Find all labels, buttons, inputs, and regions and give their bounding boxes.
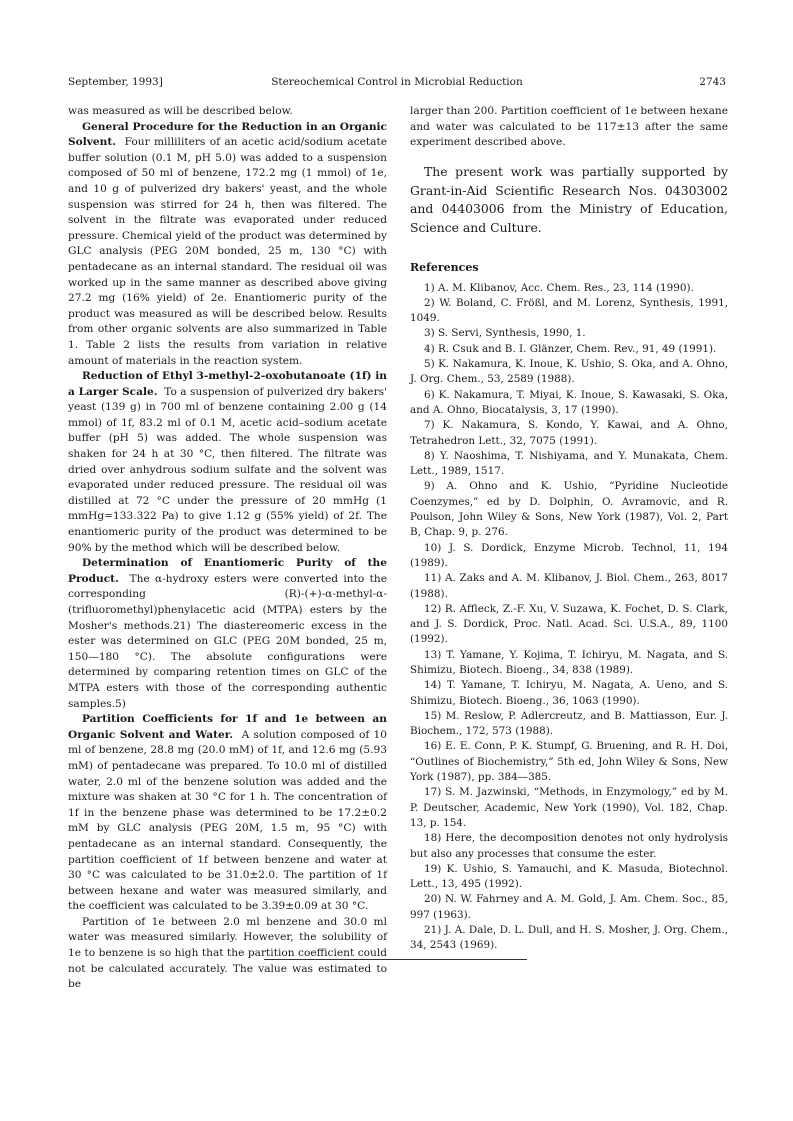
section-enantiomeric-purity [68, 556, 387, 712]
end-rule [264, 959, 527, 960]
section-body: The α-hydroxy esters were converted into the corresponding (R)-(+)-α-methyl-α-(trifluoromethyl)phenylacetic acid (MTPA) esters by the Mosher's methods.21) The diastereomeric excess in the ester was determined on GLC (PEG 20M bonded, 25 m, 150—180 °C). The absolute configurations were determined by comparing retention times on GLC of the MTPA esters with those of the corresponding authentic samples.5) [68, 572, 387, 710]
reference-item: 7) K. Nakamura, S. Kondo, Y. Kawai, and A. Ohno, Tetrahedron Lett., 32, 7075 (1991). [410, 419, 728, 447]
reference-item: 1) A. M. Klibanov, Acc. Chem. Res., 23, 114 (1990). [424, 281, 694, 294]
reference-list [410, 281, 728, 954]
reference-item: 14) T. Yamane, T. Ichiryu, M. Nagata, A. Ueno, and S. Shimizu, Biotech. Bioeng., 36, 1063 (1990). [410, 679, 728, 707]
reference-item: 8) Y. Naoshima, T. Nishiyama, and Y. Munakata, Chem. Lett., 1989, 1517. [410, 449, 728, 478]
reference-item: 9) A. Ohno and K. Ushio, “Pyridine Nucleotide Coenzymes,” ed by D. Dolphin, O. Avramovic, and R. Poulson, John Wiley & Sons, New York (1987), Vol. 2, Part B, Chap. 9, p. 276. [410, 480, 728, 539]
running-header [68, 74, 726, 90]
reference-item: 5) K. Nakamura, K. Inoue, K. Ushio, S. Oka, and A. Ohno, J. Org. Chem., 53, 2589 (1988). [410, 358, 728, 386]
section-partition-coefficients [68, 712, 387, 915]
section-heading: Reduction of Ethyl 3-methyl-2-oxobutanoate (1f) in a Larger Scale. [68, 370, 387, 398]
acknowledgement: The present work was partially supported by Grant-in-Aid Scientific Research Nos. 04303002 and 04403006 from the Ministry of Education, Science and Culture. [410, 163, 728, 236]
section-body: Four milliliters of an acetic acid/sodium acetate buffer solution (0.1 M, pH 5.0) was added to a suspension composed of 50 ml of benzene, 172.2 mg (1 mmol) of 1e, and 10 g of pulverized dry bakers' yeast, and the whole suspension was stirred for 24 h, then was filtered. The solvent in the filtrate was evaporated under reduced pressure. Chemical yield of the product was determined by GLC analysis (PEG 20M bonded, 25 m, 130 °C) with pentadecane as an internal standard. The residual oil was worked up in the same manner as described above giving 27.2 mg (16% yield) of 2e. Enantiomeric purity of the product was measured as will be described below. Results from other organic solvents are also summarized in Table 1. Table 2 lists the results from variation in relative amount of materials in the reaction system. [68, 136, 387, 367]
reference-item: 6) K. Nakamura, T. Miyai, K. Inoue, S. Kawasaki, S. Oka, and A. Ohno, Biocatalysis, 3, 17 (1990). [410, 388, 728, 416]
section-heading: Partition Coefficients for 1f and 1e between an Organic Solvent and Water. [68, 713, 387, 741]
reference-item: 18) Here, the decomposition denotes not only hydrolysis but also any processes that consume the ester. [410, 832, 728, 860]
section-heading: General Procedure for the Reduction in an Organic Solvent. [68, 120, 387, 149]
reference-item: 19) K. Ushio, S. Yamauchi, and K. Masuda, Biotechnol. Lett., 13, 495 (1992). [410, 862, 728, 891]
reference-item: 2) W. Boland, C. Frößl, and M. Lorenz, Synthesis, 1991, 1049. [410, 296, 728, 325]
reference-item: 10) J. S. Dordick, Enzyme Microb. Technol, 11, 194 (1989). [410, 541, 728, 569]
reference-item: 17) S. M. Jazwinski, “Methods, in Enzymology,” ed by M. P. Deutscher, Academic, New York (1990), Vol. 182, Chap. 13, p. 154. [410, 786, 728, 829]
header-title: Stereochemical Control in Microbial Reduction [271, 76, 523, 88]
reference-item: 20) N. W. Fahrney and A. M. Gold, J. Am. Chem. Soc., 85, 997 (1963). [410, 893, 728, 921]
reference-item: 16) E. E. Conn, P. K. Stumpf, G. Bruening, and R. H. Doi, “Outlines of Biochemistry,” 5th ed, John Wiley & Sons, New York (1987), pp. 384—385. [410, 740, 728, 784]
reference-item: 12) R. Affleck, Z.-F. Xu, V. Suzawa, K. Fochet, D. S. Clark, and J. S. Dordick, Proc. Natl. Acad. Sci. U.S.A., 89, 1100 (1992). [410, 602, 728, 646]
section-body: To a suspension of pulverized dry bakers' yeast (139 g) in 700 ml of benzene containing 2.00 g (14 mmol) of 1f, 83.2 ml of 0.1 M, acetic acid–sodium acetate buffer (pH 5) was added. The whole suspension was shaken for 24 h at 30 °C, then filtered. The filtrate was dried over anhydrous sodium sulfate and the solvent was evaporated under reduced pressure. The residual oil was distilled at 72 °C under the pressure of 20 mmHg (1 mmHg=133.322 Pa) to give 1.12 g (55% yield) of 2f. The enantiomeric purity of the product was determined to be 90% by the method which will be described below. [68, 385, 387, 554]
section-body: A solution composed of 10 ml of benzene, 28.8 mg (20.0 mM) of 1f, and 12.6 mg (5.93 mM) of pentadecane was prepared. To 10.0 ml of distilled water, 2.0 ml of the benzene solution was added and the mixture was shaken at 30 °C for 1 h. The concentration of 1f in the benzene phase was determined to be 17.2±0.2 mM by GLC analysis (PEG 20M, 1.5 m, 95 °C) with pentadecane as an internal standard. Consequently, the partition coefficient of 1f between benzene and water at 30 °C was calculated to be 31.0±2.0. The partition of 1f between hexane and water was measured similarly, and the coefficient was calculated to be 3.39±0.09 at 30 °C. [68, 728, 387, 913]
left-column [68, 104, 387, 993]
references-heading: References [410, 260, 479, 274]
section-reduction-larger-scale [68, 369, 387, 556]
paragraph-partition-1e: Partition of 1e between 2.0 ml benzene and 30.0 ml water was measured similarly. However, the solubility of 1e to benzene is so high that the partition coefficient could not be calculated accurately. The value was estimated to be [68, 915, 387, 991]
section-general-procedure [68, 120, 387, 370]
reference-item: 15) M. Reslow, P. Adlercreutz, and B. Mattiasson, Eur. J. Biochem., 172, 573 (1988). [410, 709, 728, 738]
section-heading: Determination of Enantiomeric Purity of the Product. [68, 557, 387, 585]
right-column [410, 104, 728, 954]
reference-item: 13) T. Yamane, Y. Kojima, T. Ichiryu, M. Nagata, and S. Shimizu, Biotech. Bioeng., 34, 838 (1989). [410, 648, 728, 676]
reference-item: 4) R. Csuk and B. I. Glänzer, Chem. Rev., 91, 49 (1991). [424, 342, 717, 355]
reference-item: 11) A. Zaks and A. M. Klibanov, J. Biol. Chem., 263, 8017 (1988). [410, 572, 728, 600]
page-number: 2743 [699, 76, 726, 88]
reference-item: 21) J. A. Dale, D. L. Dull, and H. S. Mosher, J. Org. Chem., 34, 2543 (1969). [410, 924, 728, 952]
header-date: September, 1993] [68, 76, 163, 88]
paragraph-continuation: was measured as will be described below. [68, 105, 293, 117]
reference-item: 3) S. Servi, Synthesis, 1990, 1. [424, 327, 586, 340]
paragraph-continuation: larger than 200. Partition coefficient of 1e between hexane and water was calculated to be 117±13 after the same experiment described above. [410, 105, 728, 149]
